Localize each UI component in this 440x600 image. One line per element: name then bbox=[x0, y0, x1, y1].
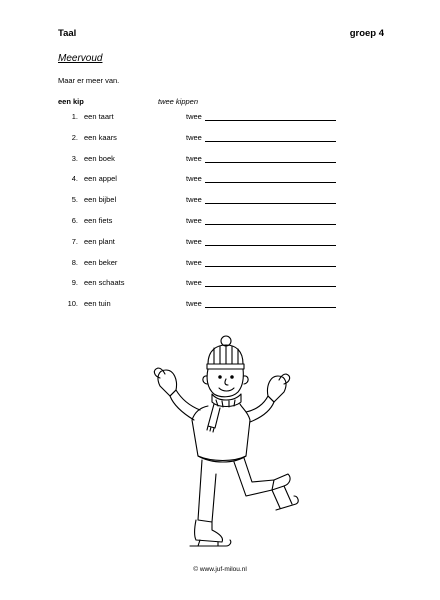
exercise-word: een schaats bbox=[84, 278, 125, 288]
exercise-prefix: twee bbox=[186, 153, 202, 163]
answer-line[interactable] bbox=[205, 162, 336, 163]
exercise-prefix: twee bbox=[186, 236, 202, 246]
exercise-list bbox=[0, 112, 440, 320]
exercise-number: 8. bbox=[71, 257, 78, 267]
exercise-number: 10. bbox=[67, 299, 78, 309]
answer-line[interactable] bbox=[205, 182, 336, 183]
exercise-row bbox=[0, 112, 440, 133]
exercise-number: 1. bbox=[71, 112, 78, 121]
answer-line[interactable] bbox=[205, 120, 336, 121]
answer-line[interactable] bbox=[205, 203, 336, 204]
exercise-prefix: twee bbox=[186, 299, 202, 309]
answer-line[interactable] bbox=[205, 266, 336, 267]
answer-line[interactable] bbox=[205, 286, 336, 287]
exercise-row bbox=[0, 278, 440, 299]
exercise-word: een boek bbox=[84, 153, 115, 163]
exercise-word: een appel bbox=[84, 174, 117, 184]
exercise-prefix: twee bbox=[186, 195, 202, 205]
exercise-row bbox=[0, 133, 440, 154]
exercise-number: 7. bbox=[71, 236, 78, 246]
copyright-footer: © www.juf-milou.nl bbox=[193, 566, 247, 573]
answer-line[interactable] bbox=[205, 307, 336, 308]
exercise-number: 6. bbox=[71, 215, 78, 225]
exercise-number: 5. bbox=[71, 195, 78, 205]
exercise-word: een bijbel bbox=[84, 195, 117, 205]
subject-label: Taal bbox=[58, 28, 77, 39]
exercise-row bbox=[0, 258, 440, 279]
exercise-word: een taart bbox=[84, 112, 114, 121]
example-singular: een kip bbox=[58, 97, 84, 106]
worksheet-title: Meervoud bbox=[58, 53, 103, 64]
exercise-row bbox=[0, 237, 440, 258]
example-plural: twee kippen bbox=[158, 97, 199, 106]
answer-line[interactable] bbox=[205, 141, 336, 142]
exercise-word: een fiets bbox=[84, 215, 113, 225]
exercise-prefix: twee bbox=[186, 174, 202, 184]
exercise-prefix: twee bbox=[186, 215, 202, 225]
answer-line[interactable] bbox=[205, 224, 336, 225]
exercise-word: een kaars bbox=[84, 132, 117, 142]
exercise-row bbox=[0, 174, 440, 195]
exercise-number: 9. bbox=[71, 278, 78, 288]
exercise-word: een plant bbox=[84, 236, 115, 246]
instruction-text: Maar er meer van. bbox=[58, 76, 120, 85]
answer-line[interactable] bbox=[205, 245, 336, 246]
exercise-number: 2. bbox=[71, 132, 78, 142]
exercise-number: 3. bbox=[71, 153, 78, 163]
group-label: groep 4 bbox=[349, 28, 384, 39]
exercise-number: 4. bbox=[71, 174, 78, 184]
exercise-row bbox=[0, 154, 440, 175]
exercise-word: een beker bbox=[84, 257, 118, 267]
exercise-row bbox=[0, 195, 440, 216]
exercise-prefix: twee bbox=[186, 257, 202, 267]
ice-skater-illustration bbox=[150, 334, 300, 556]
exercise-row bbox=[0, 299, 440, 320]
exercise-prefix: twee bbox=[186, 112, 202, 121]
exercise-word: een tuin bbox=[84, 299, 111, 309]
exercise-prefix: twee bbox=[186, 278, 202, 288]
exercise-row bbox=[0, 216, 440, 237]
exercise-prefix: twee bbox=[186, 132, 202, 142]
